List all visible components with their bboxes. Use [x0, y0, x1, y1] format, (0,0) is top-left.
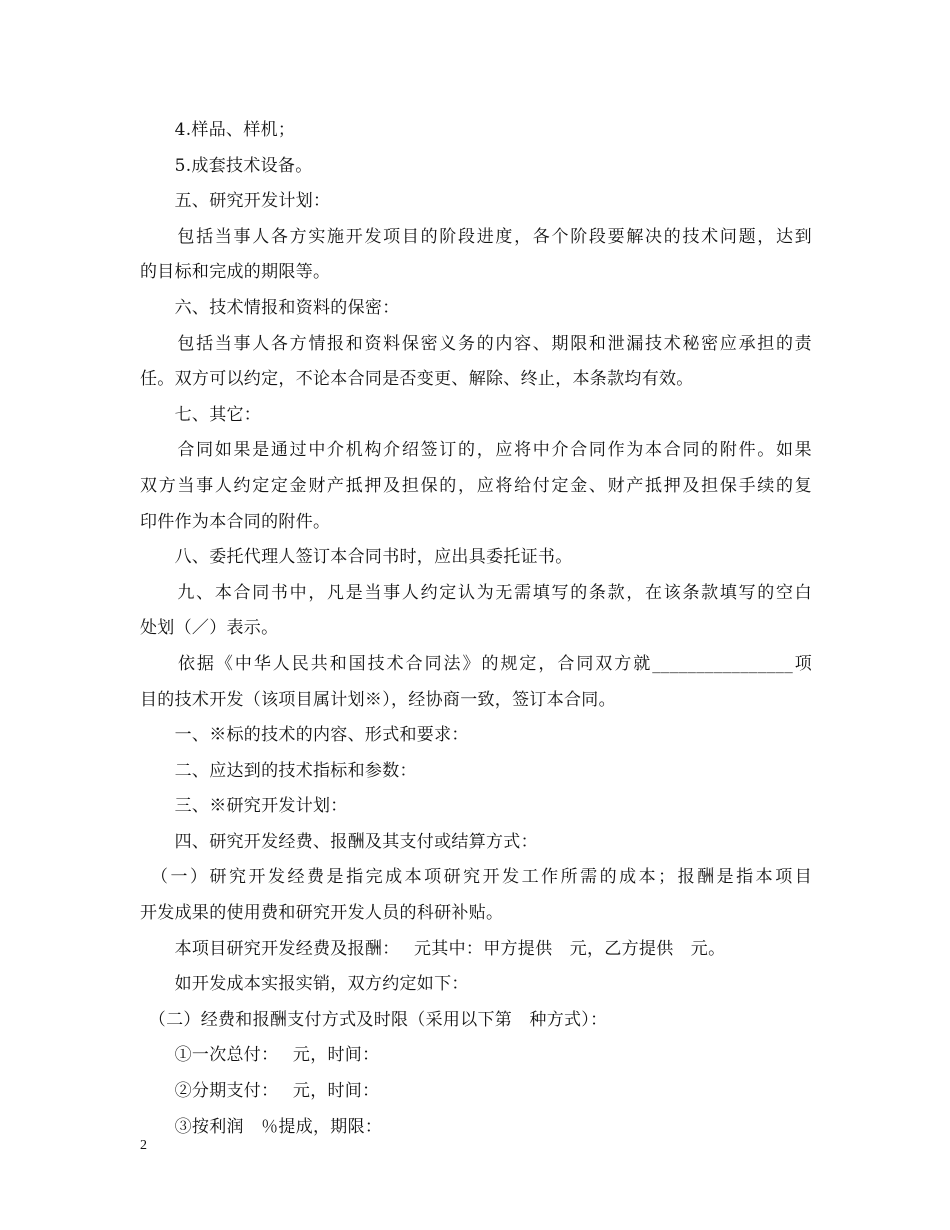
text-line: ②分期支付： 元，时间： [140, 1081, 380, 1102]
text-line: 四、研究开发经费、报酬及其支付或结算方式： [140, 831, 538, 852]
text-line: 一、※标的技术的内容、形式和要求： [140, 725, 469, 746]
document-body [140, 113, 812, 1145]
text-line: 的目标和完成的期限等。 [140, 262, 331, 283]
text-line: 本项目研究开发经费及报酬： 元其中：甲方提供 元，乙方提供 元。 [140, 938, 726, 959]
text-line: 目的技术开发（该项目属计划※），经协商一致，签订本合同。 [140, 689, 616, 710]
text-line: 印件作为本合同的附件。 [140, 511, 331, 532]
text-line: 三、※研究开发计划： [140, 796, 348, 817]
text-line: 如开发成本实报实销，双方约定如下： [140, 974, 469, 995]
text-line: （一）研究开发经费是指完成本项研究开发工作所需的成本；报酬是指本项目 [140, 867, 812, 888]
text-line: 六、技术情报和资料的保密： [140, 297, 400, 318]
text-line: ①一次总付： 元，时间： [140, 1045, 380, 1066]
text-line: 包括当事人各方实施开发项目的阶段进度，各个阶段要解决的技术问题，达到 [140, 226, 812, 247]
text-line: 五、研究开发计划： [140, 191, 331, 212]
text-line: 合同如果是通过中介机构介绍签订的，应将中介合同作为本合同的附件。如果 [140, 440, 812, 461]
text-line: 5.成套技术设备。 [140, 155, 313, 176]
text-line: 4.样品、样机； [140, 120, 296, 140]
text-line: 任。双方可以约定，不论本合同是否变更、解除、终止，本条款均有效。 [140, 369, 694, 390]
text-line: 双方当事人约定定金财产抵押及担保的，应将给付定金、财产抵押及担保手续的复 [140, 475, 812, 496]
text-line: 依据《中华人民共和国技术合同法》的规定，合同双方就________________项 [140, 653, 812, 674]
text-line: 二、应达到的技术指标和参数： [140, 760, 417, 781]
text-line: 包括当事人各方情报和资料保密义务的内容、期限和泄漏技术秘密应承担的责 [140, 333, 812, 354]
page-number: 2 [140, 1138, 147, 1153]
text-line: 九、本合同书中，凡是当事人约定认为无需填写的条款，在该条款填写的空白 [140, 582, 812, 603]
text-line: （二）经费和报酬支付方式及时限（采用以下第 种方式）： [140, 1009, 608, 1030]
text-line: 八、委托代理人签订本合同书时，应出具委托证书。 [140, 547, 573, 568]
text-line: 开发成果的使用费和研究开发人员的科研补贴。 [140, 903, 504, 924]
text-line: 七、其它： [140, 404, 262, 425]
text-line: ③按利润 ％提成，期限： [140, 1116, 383, 1137]
text-line: 处划（／）表示。 [140, 618, 279, 639]
